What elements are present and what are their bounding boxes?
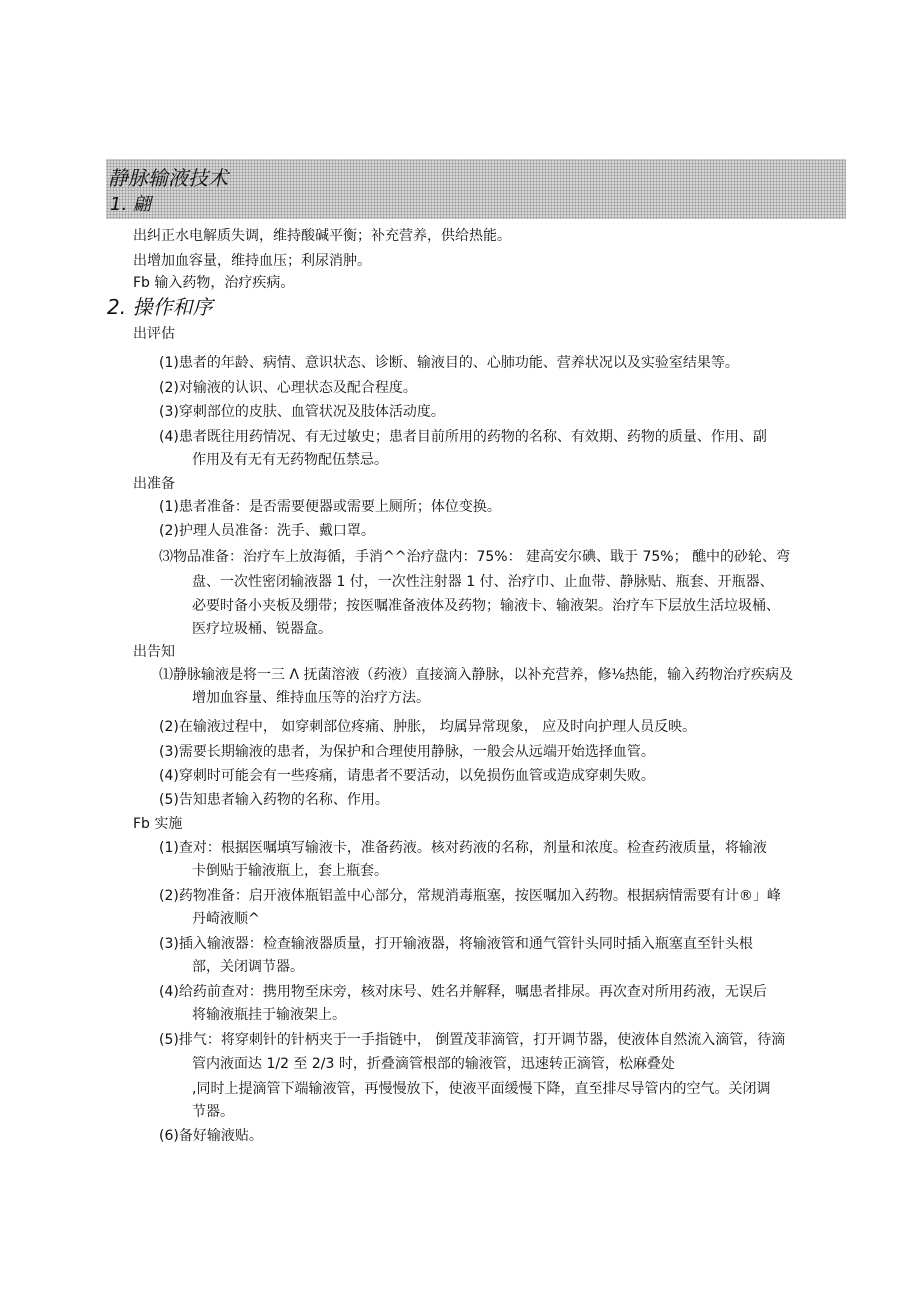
subsection-label-implement: Fb 实施 — [133, 816, 183, 832]
prepare-item-continuation: 必要时备小夹板及绷带；按医嘱准备液体及药物；输液卡、输液架。治疗车下层放生活垃圾桶、 — [192, 598, 780, 614]
implement-item: (4)给药前查对：携用物至床旁，核对床号、姓名并解释，嘱患者排尿。再次查对所用药液，无误后 — [159, 984, 767, 1000]
implement-item-continuation: 丹崎液顺^ — [192, 911, 260, 927]
inform-item: (5)告知患者输入药物的名称、作用。 — [159, 792, 389, 808]
prepare-item-continuation: 盘、一次性密闭输液器 1 付，一次性注射器 1 付、治疗巾、止血带、静脉贴、瓶套、开瓶器、 — [192, 574, 774, 590]
inform-item: (2)在输液过程中， 如穿刺部位疼痛、肿胀， 均属异常现象， 应及时向护理人员反映。 — [159, 719, 697, 735]
prepare-item: ⑶物品准备：治疗车上放海循，手消^^治疗盘内：75%： 建高安尔碘、戢于 75%； 醮中的砂轮、弯 — [159, 549, 791, 565]
section-1-item: 出增加血容量，维持血压；利尿消肿。 — [133, 253, 371, 269]
section-1-item: 出纠正水电解质失调，维持酸碱平衡；补充营养，供给热能。 — [133, 228, 511, 244]
implement-item-continuation: 卡倒贴于输液瓶上，套上瓶套。 — [192, 863, 388, 879]
subsection-label-inform: 出告知 — [133, 644, 175, 660]
implement-item-continuation: 部，关闭调节器。 — [192, 959, 304, 975]
section-1-item: Fb 输入药物，治疗疾病。 — [133, 275, 295, 291]
prepare-item: (1)患者准备：是否需要便器或需要上厕所；体位变换。 — [159, 499, 501, 515]
implement-item: (6)备好输液贴。 — [159, 1128, 263, 1144]
inform-item: (3)需要长期输液的患者，为保护和合理使用静脉，一般会从远端开始选择血管。 — [159, 744, 655, 760]
prepare-item-continuation: 医疗垃圾桶、锐器盒。 — [192, 621, 332, 637]
inform-item-continuation: 增加血容量、维持血压等的治疗方法。 — [192, 690, 430, 706]
implement-item-continuation: 节器。 — [192, 1104, 234, 1120]
inform-item: (4)穿刺时可能会有一些疼痛，请患者不要活动，以免损伤血管或造成穿刺失败。 — [159, 768, 655, 784]
implement-item-continuation: ,同时上提滴管下端输液管，再慢慢放下，使液平面缓慢下降，直至排尽导管内的空气。关闭调 — [192, 1081, 771, 1097]
inform-item: ⑴静脉输液是将一三 Λ 抚菌溶液（药液）直接滴入静脉，以补充营养，修⅛热能，输入药物治疗疾病及 — [159, 667, 794, 683]
assess-item: (1)患者的年龄、病情、意识状态、诊断、输液目的、心肺功能、营养状况以及实验室结果等。 — [159, 355, 739, 371]
section-1-heading: 1. 翩 — [110, 194, 151, 215]
assess-item: (2)对输液的认识、心理状态及配合程度。 — [159, 380, 417, 396]
implement-item-continuation: 管内液面达 1/2 至 2/3 时，折叠滴管根部的输液管，迅速转正滴管，松麻叠处 — [192, 1056, 675, 1072]
prepare-item: (2)护理人员准备：洗手、戴口罩。 — [159, 523, 375, 539]
subsection-label-assess: 出评估 — [133, 326, 175, 342]
section-2-heading: 2. 操作和序 — [107, 295, 213, 319]
implement-item: (5)排气：将穿刺针的针柄夹于一手指链中， 倒置茂菲滴管，打开调节器，使液体自然流入滴管，待滴 — [159, 1032, 786, 1048]
implement-item: (3)插入输液器：检查输液器质量，打开输液器，将输液管和通气管针头同时插入瓶塞直至针头根 — [159, 936, 753, 952]
implement-item-continuation: 将输液瓶挂于输液架上。 — [192, 1007, 346, 1023]
assess-item-continuation: 作用及有无有无药物配伍禁忌。 — [192, 452, 388, 468]
document-title: 静脉输液技术 — [108, 166, 228, 190]
assess-item: (4)患者既往用药情况、有无过敏史；患者目前所用的药物的名称、有效期、药物的质量、作用、副 — [159, 429, 767, 445]
subsection-label-prepare: 出准备 — [133, 476, 175, 492]
implement-item: (2)药物准备：启开液体瓶铝盖中心部分，常规消毒瓶塞，按医嘱加入药物。根据病情需要有计®」峰 — [159, 888, 781, 904]
assess-item: (3)穿刺部位的皮肤、血管状况及肢体活动度。 — [159, 404, 445, 420]
implement-item: (1)查对：根据医嘱填写输液卡，准备药液。核对药液的名称，剂量和浓度。检查药液质量，将输液 — [159, 840, 767, 856]
